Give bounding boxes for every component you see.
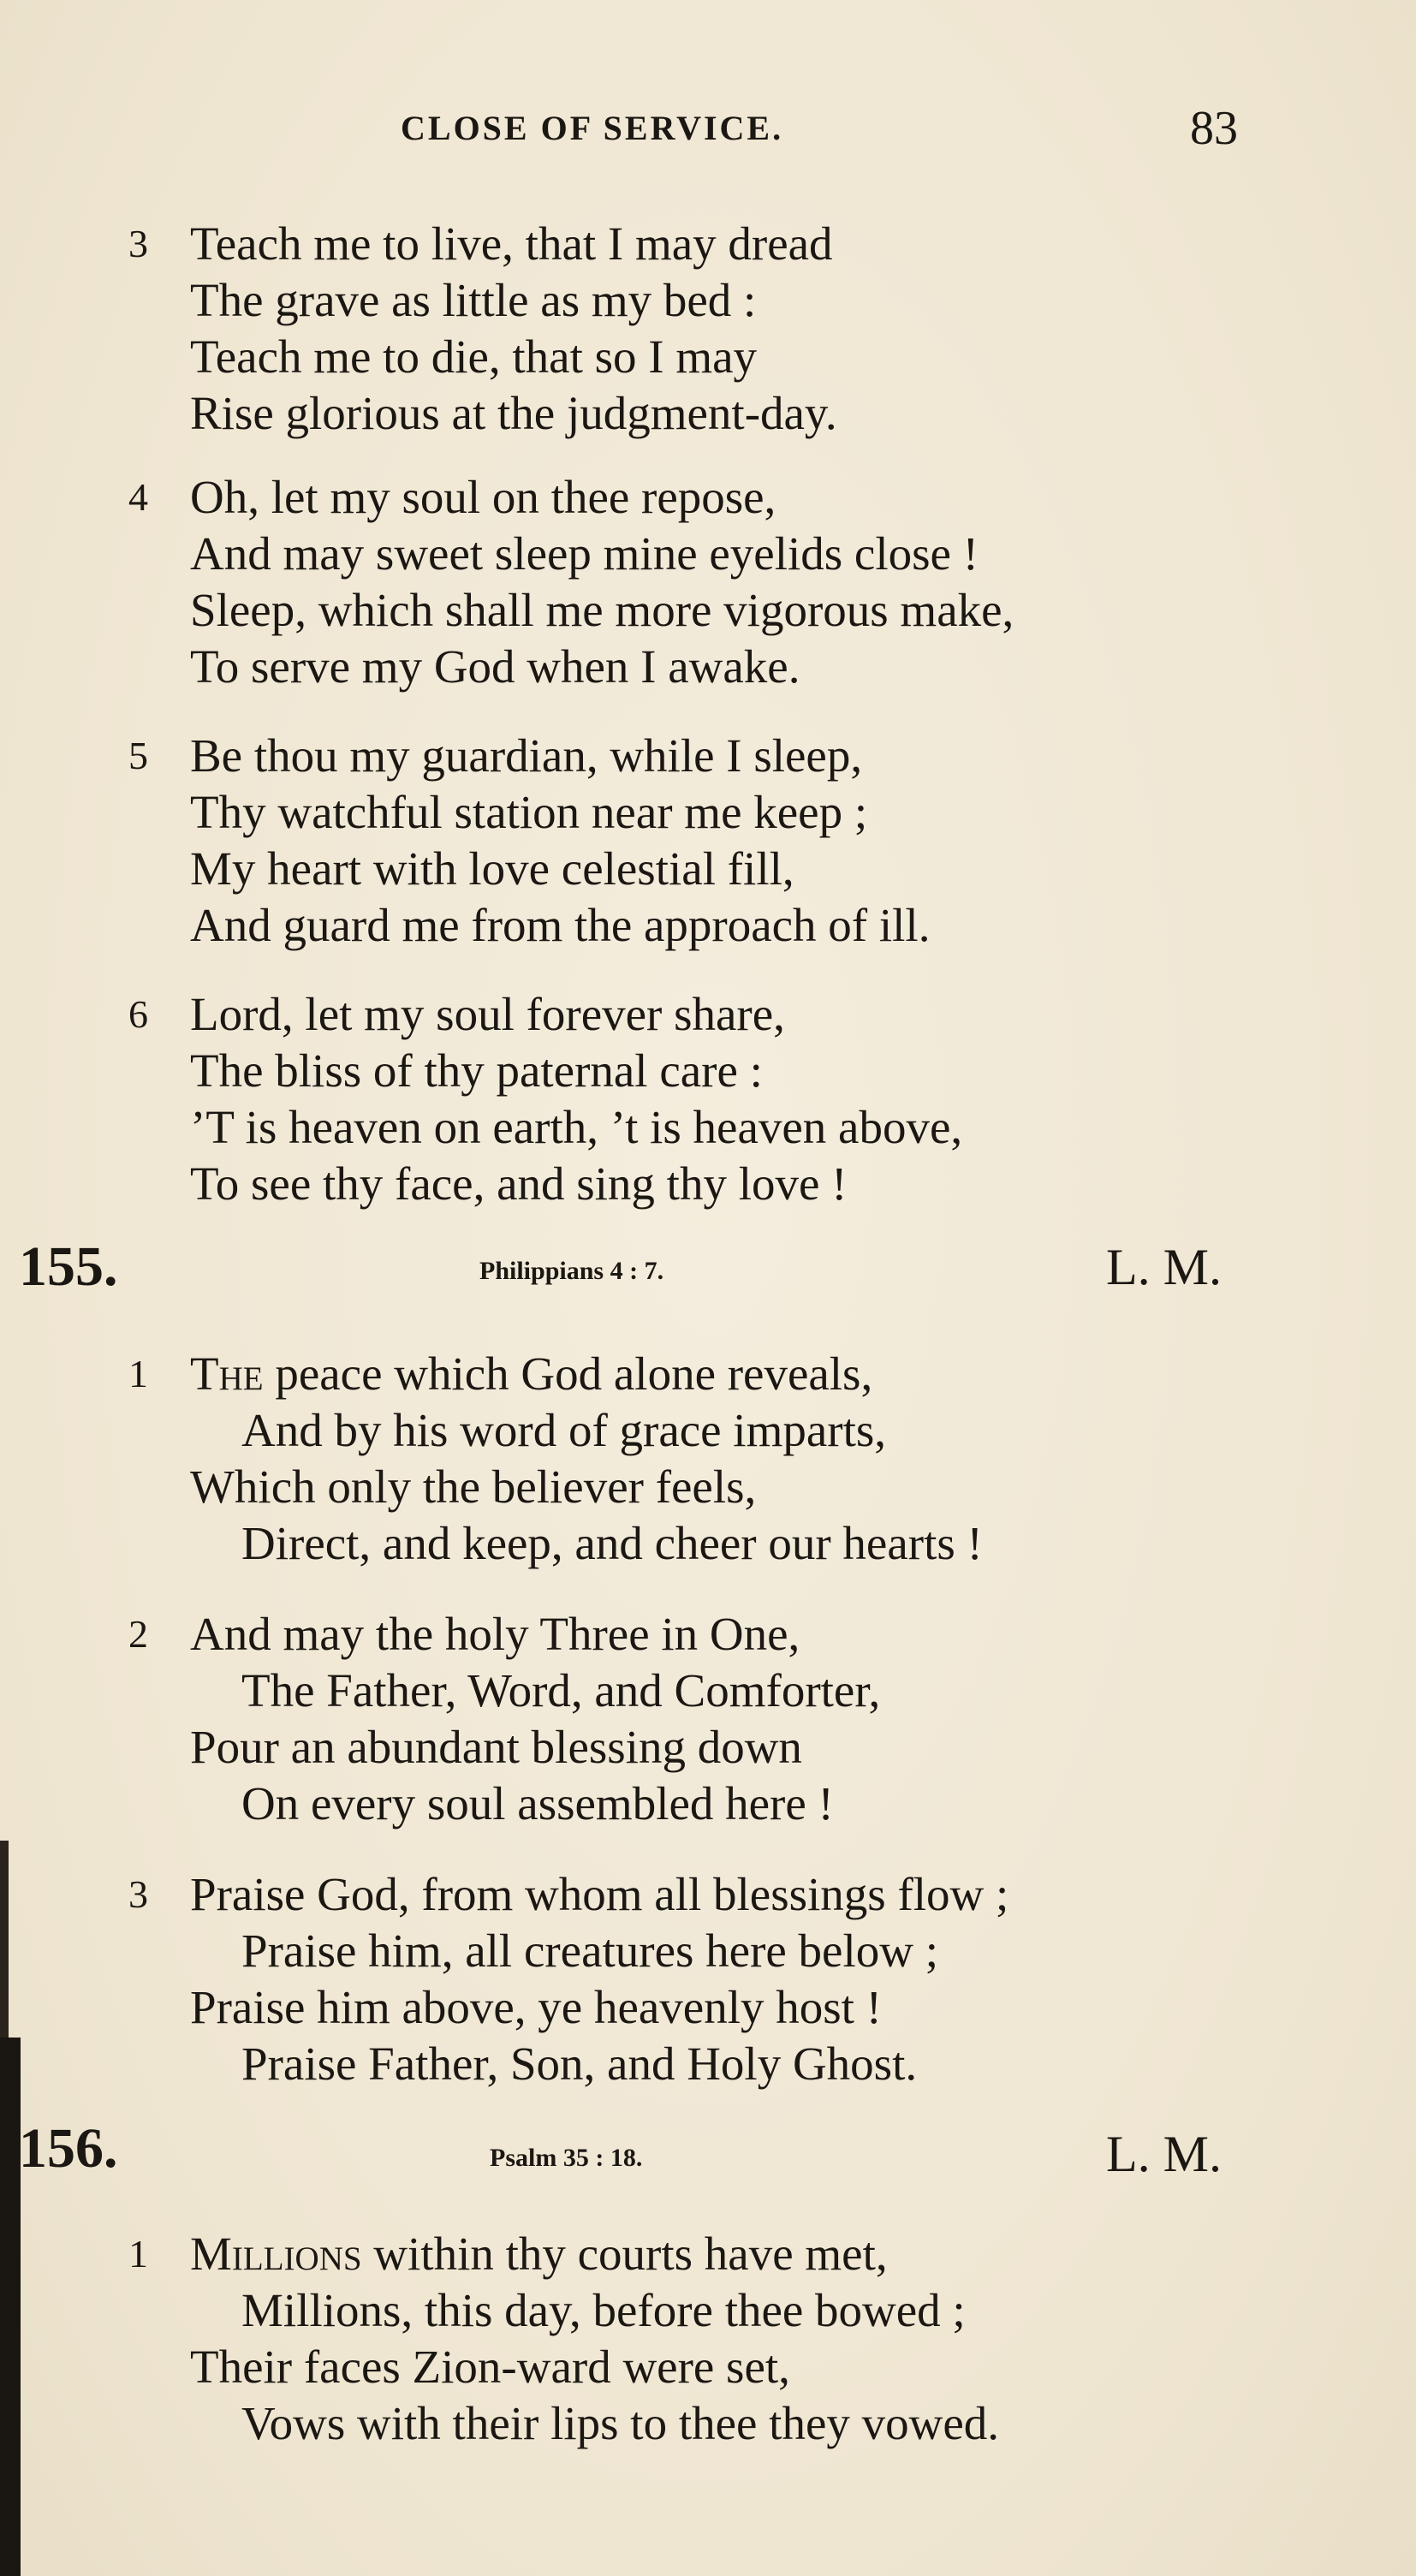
page-number: 83 xyxy=(1190,102,1238,155)
stanza-number: 2 xyxy=(128,1612,148,1656)
hymn-line: Millions, this day, before thee bowed ; xyxy=(241,2284,966,2336)
stanza-number: 1 xyxy=(128,1352,148,1395)
hymn-number: 155. xyxy=(19,1235,118,1298)
initial-word: Millions xyxy=(190,2228,362,2280)
hymn-line: Praise him, all creatures here below ; xyxy=(241,1925,938,1977)
hymn-heading xyxy=(0,2116,1416,2182)
stanza-number: 3 xyxy=(128,1872,148,1916)
hymn-line: Sleep, which shall me more vigorous make, xyxy=(190,584,1014,636)
hymn-heading xyxy=(0,1234,1416,1296)
first-line-rest: peace which God alone reveals, xyxy=(263,1347,873,1400)
stanza-number: 3 xyxy=(128,222,148,265)
stanza-number: 6 xyxy=(128,992,148,1036)
hymn-line: Vows with their lips to thee they vowed. xyxy=(241,2397,999,2449)
stanza-number: 4 xyxy=(128,475,148,519)
hymn-line xyxy=(190,2226,888,2282)
hymn-line: Their faces Zion-ward were set, xyxy=(190,2341,790,2393)
hymn-line: The bliss of thy paternal care : xyxy=(190,1044,763,1097)
hymn-line: Pour an abundant blessing down xyxy=(190,1721,802,1773)
hymn-line: On every soul assembled here ! xyxy=(241,1777,834,1829)
hymn-line: Praise him above, ye heavenly host ! xyxy=(190,1981,882,2033)
hymn-line: Direct, and keep, and cheer our hearts ! xyxy=(241,1517,983,1569)
hymn-line: And guard me from the approach of ill. xyxy=(190,899,931,951)
running-title: CLOSE OF SERVICE. xyxy=(401,109,784,147)
hymn-line: To serve my God when I awake. xyxy=(190,640,800,693)
hymn-line: Teach me to die, that so I may xyxy=(190,330,758,383)
hymn-line: Praise God, from whom all blessings flow ; xyxy=(190,1868,1009,1920)
stanza-number: 5 xyxy=(128,734,148,777)
hymn-line: Which only the believer feels, xyxy=(190,1461,757,1513)
hymn-line: ’T is heaven on earth, ’t is heaven above, xyxy=(190,1101,963,1153)
hymn-line: Oh, let my soul on thee repose, xyxy=(190,471,776,523)
stanza-number: 1 xyxy=(128,2232,148,2276)
hymn-line: To see thy face, and sing thy love ! xyxy=(190,1157,848,1210)
first-line-rest: within thy courts have met, xyxy=(361,2228,888,2280)
hymn-line: My heart with love celestial fill, xyxy=(190,842,794,895)
scripture-reference: Psalm 35 : 18. xyxy=(490,2144,643,2172)
hymn-line: And may the holy Three in One, xyxy=(190,1608,800,1660)
hymn-line: And may sweet sleep mine eyelids close ! xyxy=(190,527,979,580)
hymn-meter: L. M. xyxy=(1106,1239,1222,1295)
hymn-number: 156. xyxy=(19,2117,118,2180)
hymn-line: Be thou my guardian, while I sleep, xyxy=(190,729,863,782)
hymn-line: And by his word of grace imparts, xyxy=(241,1404,887,1456)
page-binding-shadow xyxy=(0,1841,9,2038)
hymn-line: Rise glorious at the judgment-day. xyxy=(190,387,837,439)
initial-word: The xyxy=(190,1347,264,1400)
scripture-reference: Philippians 4 : 7. xyxy=(479,1257,664,1285)
hymn-line: Teach me to live, that I may dread xyxy=(190,217,833,270)
hymn-line: The grave as little as my bed : xyxy=(190,274,757,326)
hymn-line: The Father, Word, and Comforter, xyxy=(241,1664,881,1716)
hymn-line: Thy watchful station near me keep ; xyxy=(190,786,868,838)
hymn-meter: L. M. xyxy=(1106,2126,1222,2182)
hymn-line: Lord, let my soul forever share, xyxy=(190,988,785,1040)
hymn-line xyxy=(190,1346,872,1402)
hymn-line: Praise Father, Son, and Holy Ghost. xyxy=(241,2038,918,2090)
running-head xyxy=(0,101,1416,155)
